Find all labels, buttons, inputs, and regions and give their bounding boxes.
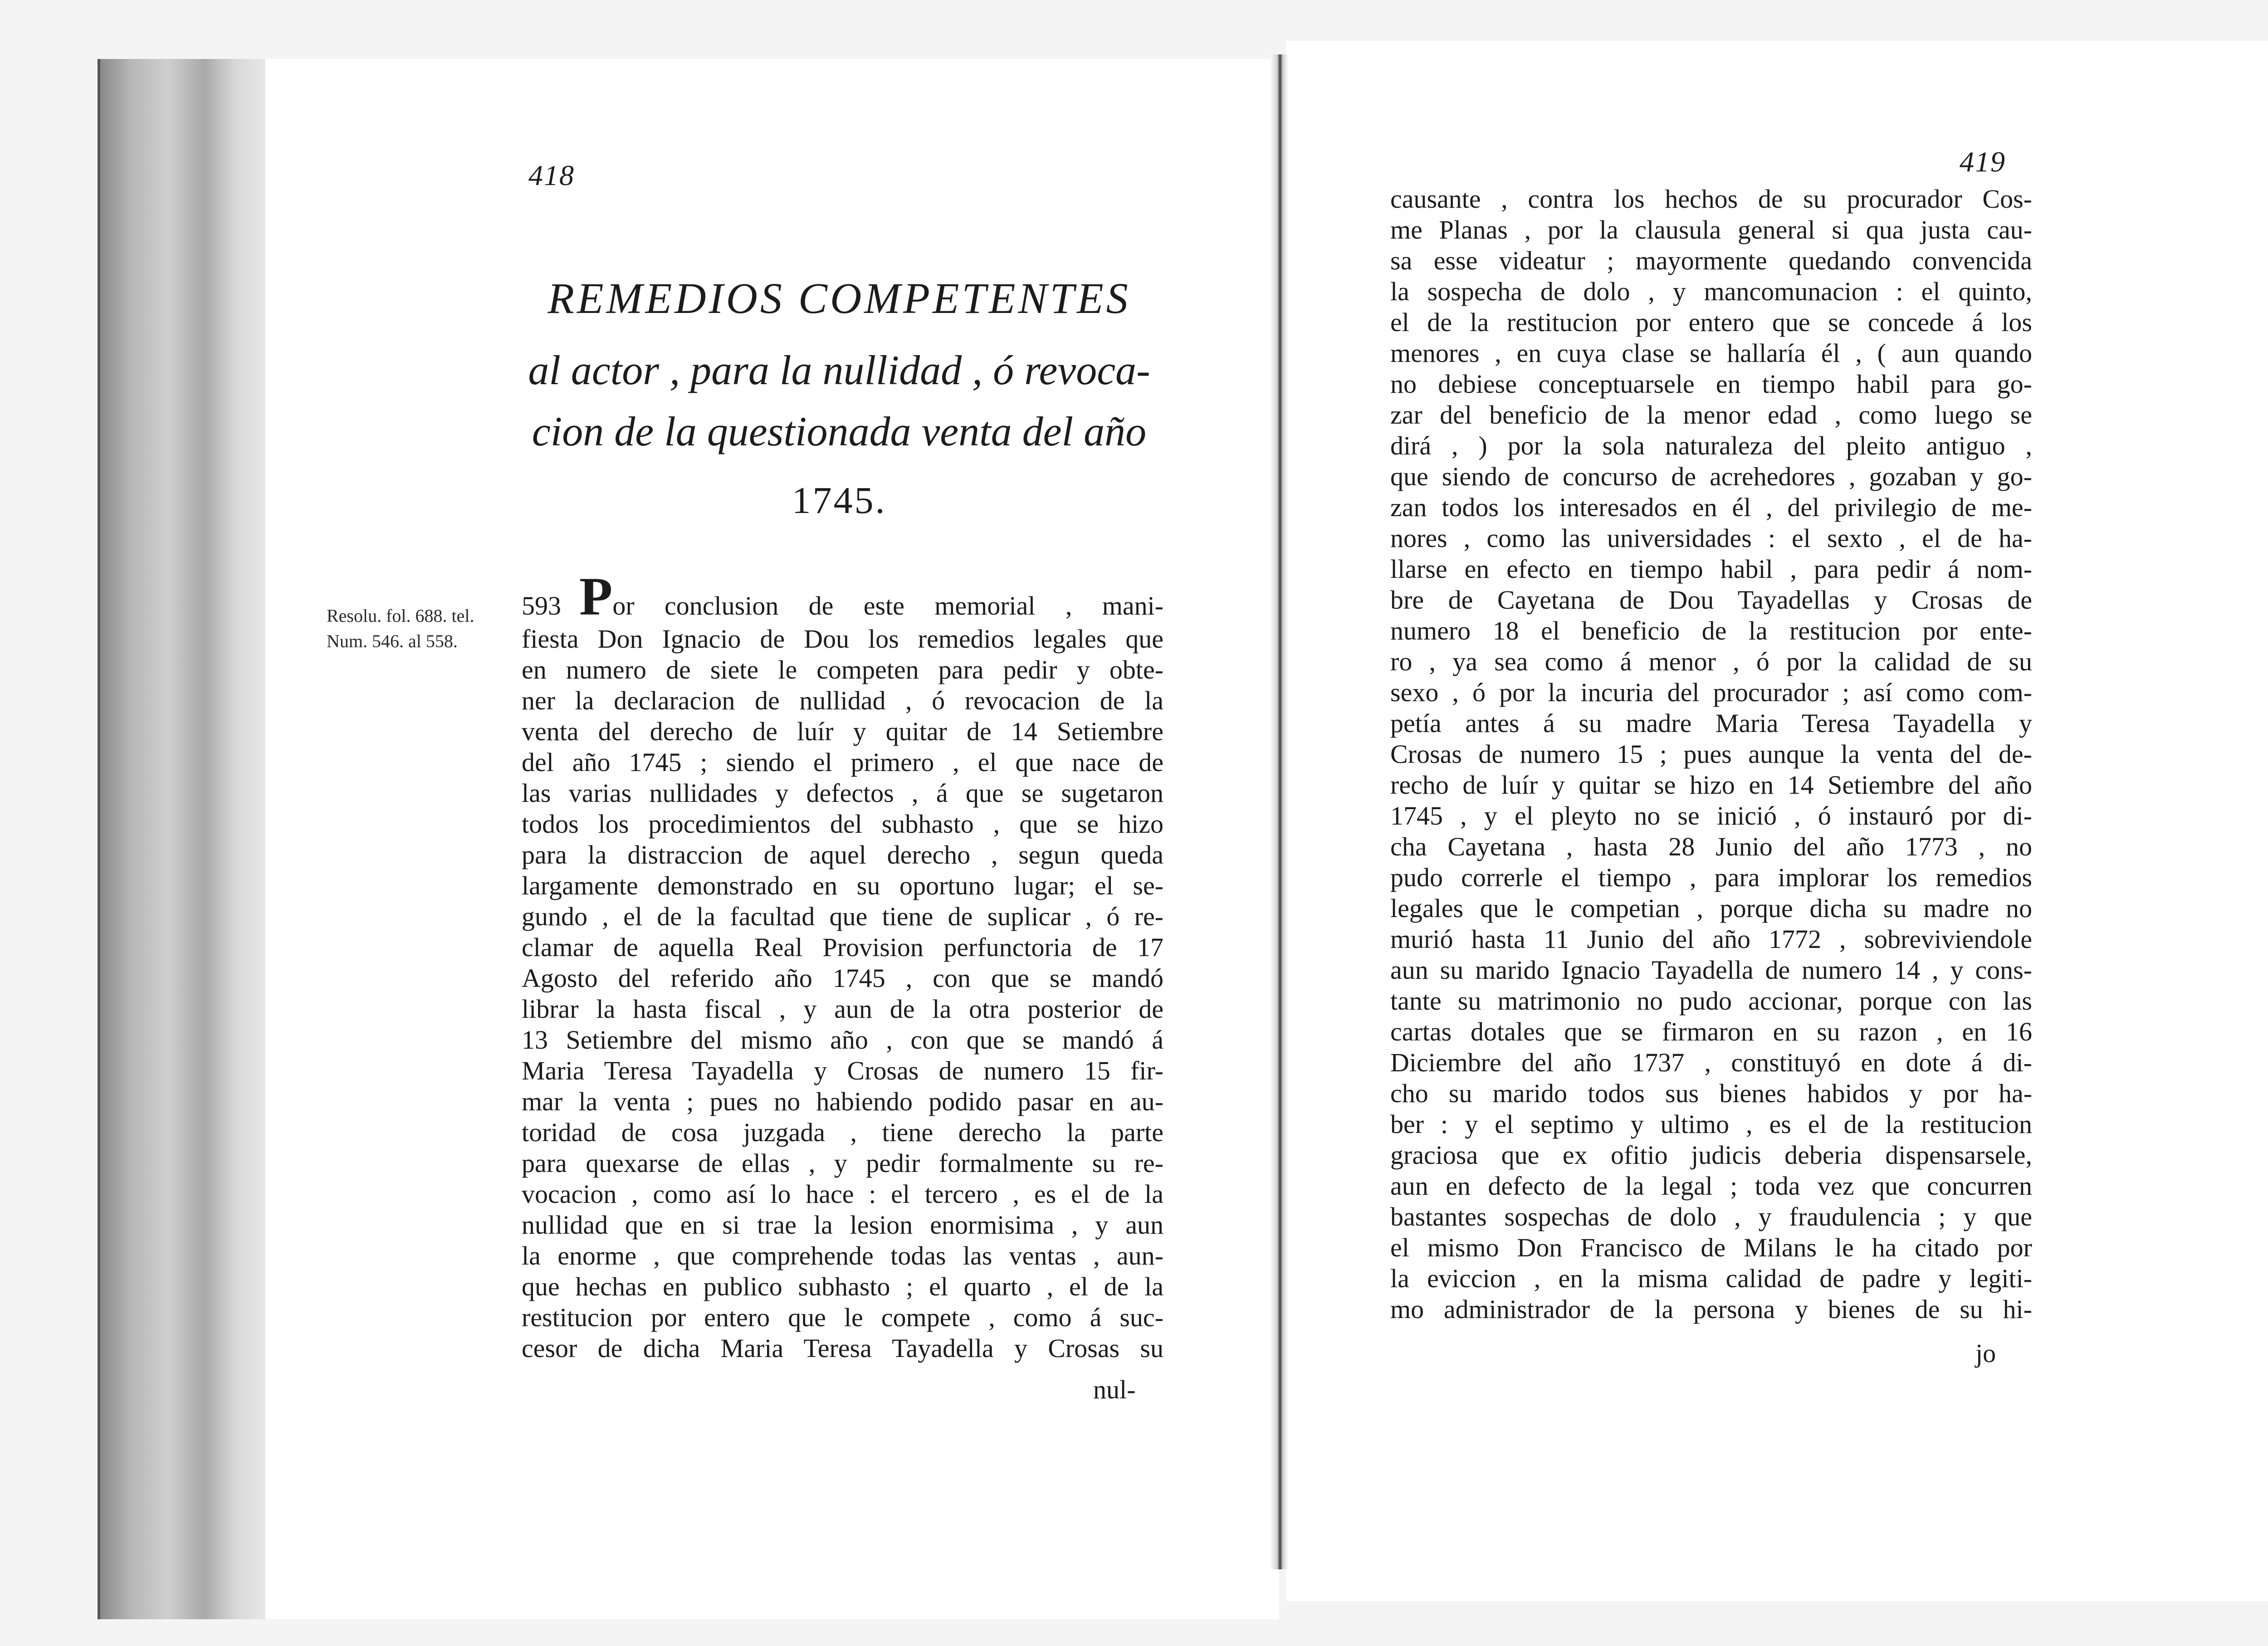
text-line: nullidad que en si trae la lesion enormisima , y aun: [522, 1210, 1163, 1240]
text-line: zar del beneficio de la menor edad , como luego se: [1390, 400, 2032, 430]
text-line: para la distraccion de aquel derecho , segun queda: [522, 840, 1163, 869]
text-line: sa esse videatur ; mayormente quedando convencida: [1390, 246, 2032, 275]
margin-note: [327, 603, 508, 654]
text-line: me Planas , por la clausula general si qua justa cau-: [1390, 215, 2032, 244]
text-line: nores , como las universidades : el sexto , el de ha-: [1390, 523, 2032, 553]
text-line: que hechas en publico subhasto ; el quarto , el de la: [522, 1272, 1163, 1301]
text-line: cha Cayetana , hasta 28 Junio del año 1773 , no: [1390, 832, 2032, 861]
text-line: zan todos los interesados en él , del privilegio de me-: [1390, 493, 2032, 522]
text-line: ro , ya sea como á menor , ó por la calidad de su: [1390, 647, 2032, 676]
margin-note-line: Resolu. fol. 688. tel.: [327, 606, 474, 626]
drop-cap: P: [579, 566, 613, 626]
section-year: 1745.: [792, 479, 887, 522]
text-line: las varias nullidades y defectos , á que se sugetaron: [522, 778, 1163, 808]
text-line: Maria Teresa Tayadella y Crosas de numero 15 fir-: [522, 1056, 1163, 1085]
text-line: bastantes sospechas de dolo , y fraudulencia ; y que: [1390, 1202, 2032, 1231]
page-block-edge: [98, 59, 268, 1619]
text-line: aun en defecto de la legal ; toda vez que concurren: [1390, 1171, 2032, 1201]
text-line: pudo correrle el tiempo , para implorar los remedios: [1390, 863, 2032, 892]
text-line: bre de Cayetana de Dou Tayadellas y Crosas de: [1390, 585, 2032, 615]
text-line: no debiese conceptuarsele en tiempo habil para go-: [1390, 369, 2032, 399]
left-catchword: nul-: [1093, 1375, 1136, 1404]
text-line: el de la restitucion por entero que se concede á los: [1390, 308, 2032, 337]
text-line: el mismo Don Francisco de Milans le ha citado por: [1390, 1233, 2032, 1262]
text-line: cesor de dicha Maria Teresa Tayadella y Crosas su: [522, 1333, 1163, 1363]
text-line: la enorme , que comprehende todas las ventas , aun-: [522, 1241, 1163, 1270]
text-line: ner la declaracion de nullidad , ó revocacion de la: [522, 686, 1163, 715]
text-line: que siendo de concurso de acrehedores , gozaban y go-: [1390, 462, 2032, 491]
text-line: graciosa que ex ofitio judicis deberia dispensarsele,: [1390, 1140, 2032, 1170]
text-line: dirá , ) por la sola naturaleza del pleito antiguo ,: [1390, 431, 2032, 460]
section-title: REMEDIOS COMPETENTES: [547, 274, 1131, 322]
text-line: tante su matrimonio no pudo accionar, porque con las: [1390, 986, 2032, 1016]
text-line: numero 18 el beneficio de la restitucion por ente-: [1390, 616, 2032, 645]
text-line: la eviccion , en la misma calidad de padre y legiti-: [1390, 1264, 2032, 1293]
paragraph-number: 593: [522, 591, 561, 620]
text-line: en numero de siete le competen para pedir y obte-: [522, 655, 1163, 684]
text-line: petía antes á su madre Maria Teresa Tayadella y: [1390, 708, 2032, 738]
text-line: recho de luír y quitar se hizo en 14 Setiembre del año: [1390, 770, 2032, 800]
text-line: 13 Setiembre del mismo año , con que se mandó á: [522, 1025, 1163, 1055]
text-line: Diciembre del año 1737 , constituyó en dote á di-: [1390, 1048, 2032, 1077]
text-line: vocacion , como así lo hace : el tercero , es el de la: [522, 1179, 1163, 1209]
text-line: sexo , ó por la incuria del procurador ; así como com-: [1390, 678, 2032, 707]
book-gutter: [1270, 54, 1288, 1569]
section-subtitle-line-1: al actor , para la nullidad , ó revoca-: [528, 347, 1150, 393]
text-line: restitucion por entero que le compete , como á suc-: [522, 1303, 1163, 1332]
text-line: toridad de cosa juzgada , tiene derecho la parte: [522, 1118, 1163, 1147]
text-line: la sospecha de dolo , y mancomunacion : el quinto,: [1390, 277, 2032, 306]
left-page-text: [522, 566, 1163, 1364]
text-line: mar la venta ; pues no habiendo podido pasar en au-: [522, 1087, 1163, 1116]
text-line-content: or conclusion de este memorial , mani-: [612, 591, 1163, 620]
text-line: llarse en efecto en tiempo habil , para pedir á nom-: [1390, 554, 2032, 584]
text-line: ber : y el septimo y ultimo , es el de la restitucion: [1390, 1109, 2032, 1139]
text-line: legales que le competian , porque dicha su madre no: [1390, 894, 2032, 923]
text-line: gundo , el de la facultad que tiene de suplicar , ó re-: [522, 902, 1163, 931]
right-catchword: jo: [1975, 1338, 1996, 1368]
text-line: Agosto del referido año 1745 , con que se mandó: [522, 963, 1163, 993]
text-line: todos los procedimientos del subhasto , que se hizo: [522, 809, 1163, 839]
text-line: cartas dotales que se firmaron en su razon , en 16: [1390, 1017, 2032, 1046]
text-line: del año 1745 ; siendo el primero , el que nace de: [522, 747, 1163, 777]
text-line: librar la hasta fiscal , y aun de la otra posterior de: [522, 994, 1163, 1024]
text-line: menores , en cuya clase se hallaría él , ( aun quando: [1390, 338, 2032, 368]
text-line: aun su marido Ignacio Tayadella de numero 14 , y cons-: [1390, 955, 2032, 985]
margin-note-line: Num. 546. al 558.: [327, 631, 458, 651]
text-line: Crosas de numero 15 ; pues aunque la venta del de-: [1390, 739, 2032, 769]
text-line: largamente demonstrado en su oportuno lugar; el se-: [522, 871, 1163, 900]
text-line: 1745 , y el pleyto no se inició , ó instauró por di-: [1390, 801, 2032, 830]
section-subtitle-line-2: cion de la questionada venta del año: [532, 408, 1147, 454]
right-page-text: [1390, 184, 2032, 1325]
text-line: fiesta Don Ignacio de Dou los remedios legales que: [522, 624, 1163, 654]
text-line: causante , contra los hechos de su procurador Cos-: [1390, 184, 2032, 214]
right-page-number: 419: [1960, 146, 2006, 178]
text-line: murió hasta 11 Junio del año 1772 , sobreviviendole: [1390, 924, 2032, 954]
text-line: mo administrador de la persona y bienes de su hi-: [1390, 1294, 2032, 1324]
text-line: cho su marido todos sus bienes habidos y por ha-: [1390, 1079, 2032, 1108]
text-line: para quexarse de ellas , y pedir formalmente su re-: [522, 1148, 1163, 1178]
text-line: clamar de aquella Real Provision perfunctoria de 17: [522, 933, 1163, 962]
text-line: [522, 566, 1163, 626]
left-page-number: 418: [528, 159, 575, 191]
text-line: venta del derecho de luír y quitar de 14 Setiembre: [522, 717, 1163, 746]
